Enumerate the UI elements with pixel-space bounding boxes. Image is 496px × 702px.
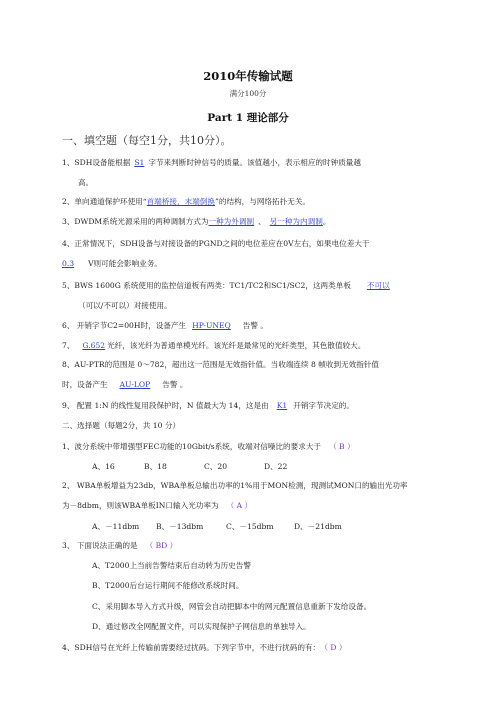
question-5: 5、BWS 1600G 系统使用的监控信道板有两类：TC1/TC2和SC1/SC2，这两类单板 不可以 bbox=[62, 281, 394, 291]
choice-question-2: 2、 WBA单板增益为23db，WBA单板总输出功率的1%用于MON检测，现测试MON口的输出光功率 bbox=[62, 481, 408, 490]
question-3: 3、DWDM系统光源采用的两种调制方式为一种为外调制 、 另一种为内调制。 bbox=[62, 217, 331, 226]
answer-blank: S1 bbox=[134, 158, 145, 167]
choice-question-2-cont: 为－8dbm，则该WBA单板IN口输入光功率为 （ A ） bbox=[62, 501, 253, 510]
choice-question-4: 4、SDH信号在光纤上传输前需要经过扰码。下列字节中，不进行扰码的有： （ D ） bbox=[62, 643, 347, 652]
choice-option-3c: C、采用脚本导入方式升级，网管会自动把脚本中的网元配置信息重新下发给设备。 bbox=[92, 602, 372, 611]
choice-answer: （ BD ） bbox=[145, 541, 178, 550]
answer-blank: AU-LOP bbox=[119, 380, 151, 389]
choice-options-2: A、－11dbm B、－13dbm C、－15dbm D、－21dbm bbox=[92, 522, 342, 531]
choice-answer: （ B ） bbox=[329, 442, 355, 451]
question-4-cont: 0.3 V则可能会影响业务。 bbox=[62, 259, 162, 268]
answer-blank: K1 bbox=[276, 401, 288, 410]
answer-blank: 0.3 bbox=[62, 259, 75, 268]
choice-answer: （ A ） bbox=[226, 501, 253, 510]
question-7: 7、 G.652 光纤，该光纤为普通单模光纤。该光纤是最常见的光纤类型，其色散值较大。 bbox=[62, 341, 366, 350]
answer-blank: 首端桥接，末端倒换 bbox=[146, 197, 215, 206]
choice-option-3d: D、通过修改全网配置文件，可以实现保护子网信息的单独导入。 bbox=[92, 622, 311, 631]
question-6: 6、 开销字节C2=00H时，设备产生 HP-UNEQ 告警 。 bbox=[62, 321, 268, 330]
answer-blank: 不可以 bbox=[366, 281, 390, 290]
question-5-cont: （可以/不可以）对接使用。 bbox=[78, 301, 172, 310]
question-2: 2、单向通道保护环使用“首端桥接，末端倒换”的结构，与网络拓扑无关。 bbox=[62, 197, 311, 206]
question-9: 9、 配置 1:N 的线性复用段保护时，N 值最大为 14，这是由 K1 开销字节决定的。 bbox=[62, 401, 354, 410]
question-1-cont: 高。 bbox=[78, 178, 94, 187]
section2-heading: 二、选择题（每题2分，共 10 分） bbox=[62, 421, 181, 430]
question-8: 8、AU-PTR的范围是 0～782，超出这一范围是无效指针值。当收端连续 8 帧收到无效指针值 bbox=[62, 360, 380, 369]
answer-blank: HP-UNEQ bbox=[192, 321, 231, 330]
section1-heading: 一、填空题（每空1分，共10分）。 bbox=[62, 134, 232, 147]
choice-option-3b: B、T2000后台运行期间不能修改系统时间。 bbox=[92, 581, 244, 590]
question-1: 1、SDH设备能根据 S1 字节来判断时钟信号的质量。该值越小，表示相应的时钟质量越 bbox=[62, 158, 361, 167]
choice-options-1: A、16 B、18 C、20 D、22 bbox=[92, 462, 288, 471]
choice-question-3: 3、 下面说法正确的是 （ BD ） bbox=[62, 541, 178, 550]
choice-question-1: 1、波分系统中带增强型FEC功能的10Gbit/s系统，收端对信噪比的要求大于 （ B ） bbox=[62, 442, 355, 451]
question-4: 4、正常情况下，SDH设备与对接设备的PGND之间的电位差应在0V左右，如果电位差大于 bbox=[62, 239, 370, 248]
question-8-cont: 时，设备产生 AU-LOP 告警 。 bbox=[62, 380, 188, 389]
answer-blank: G.652 bbox=[82, 341, 106, 350]
exam-subtitle: 满分100分 bbox=[229, 89, 267, 98]
choice-option-3a: A、T2000上当前告警结束后自动转为历史告警 bbox=[92, 561, 251, 570]
answer-blank: 一种为外调制 bbox=[208, 217, 255, 226]
exam-title: 2010年传输试题 bbox=[203, 69, 293, 83]
part-heading: Part 1 理论部分 bbox=[207, 112, 289, 124]
choice-answer: （ D ） bbox=[324, 643, 347, 652]
answer-blank: 另一种为内调制 bbox=[269, 217, 323, 226]
